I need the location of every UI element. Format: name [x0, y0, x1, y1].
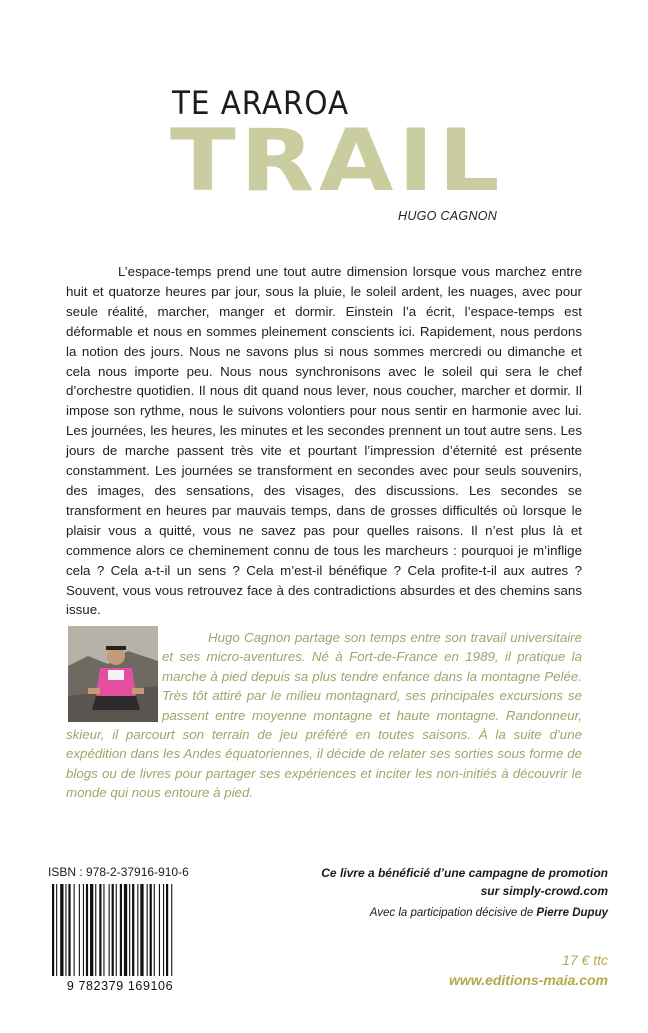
barcode-bar [163, 884, 164, 976]
barcode-bar [137, 884, 138, 976]
title-trail: TRAIL [170, 111, 505, 211]
barcode-bar [60, 884, 63, 976]
author-bio-content: Hugo Cagnon partage son temps entre son travail universitaire et ses micro-aventures. Né à Fort-de-France en 1989, il pratique la marche à pied depuis sa plus tendre enfance dans la montagne Pelée. Très tôt attiré par le milieu montagnard, ses principales excursions se passent entre moyenne montagne et haute montagne. Randonneur, skieur, il parcourt son terrain de jeu préféré en toutes saisons. À la suite d’une expédition dans les Andes équatoriennes, il décide de relater ses sorties sous forme de blogs ou de livres pour partager ses expériences et inciter les non-initiés à découvrir le monde qui nous entoure à pied. [66, 630, 582, 801]
barcode-number: 9 782379 169106 [66, 979, 174, 993]
barcode-bar [150, 884, 152, 976]
promo-text [321, 864, 608, 900]
barcode-bar [120, 884, 122, 976]
barcode-bar [112, 884, 114, 976]
barcode-bar [124, 884, 127, 976]
barcode-bar [166, 884, 168, 976]
title-te-araroa: TE ARAROA [172, 84, 350, 122]
barcode-icon [48, 884, 192, 994]
barcode-bar [103, 884, 104, 976]
barcode-bar [79, 884, 80, 976]
barcode-bar [90, 884, 93, 976]
barcode-bar [65, 884, 66, 976]
publisher-website: www.editions-maia.com [449, 972, 608, 988]
back-cover-text [66, 262, 582, 620]
barcode-bar [52, 884, 54, 976]
author-bio [66, 628, 582, 803]
barcode-bar [109, 884, 110, 976]
back-cover-text-content: L’espace-temps prend une tout autre dimension lorsque vous marchez entre huit et quatorze heures par jour, sous la pluie, le soleil ardent, les nuages, avec pour seule réalité, marcher, manger et dormir. Einstein l’a écrit, l’espace-temps est déformable et nous en sommes pleinement conscients ici. Rapidement, nous perdons la notion des jours. Nous ne savons plus si nous sommes mercredi ou dimanche et cela nous importe peu. Nous nous synchronisons avec le soleil qui sera le chef d’orchestre quotidien. Il nous dit quand nous lever, nous coucher, marcher et dormir. Il impose son rythme, nous le suivons volontiers pour nous sentir en harmonie avec lui. Les journées, les heures, les minutes et les secondes prennent un tout autre sens. Les jours de marche passent très vite et pourtant l’impression d’éternité est présente constamment. Les journées se transforment en secondes avec pour seuls souvenirs, des images, des sensations, des visages, des discussions. Les secondes se transforment en heures par mauvais temps, dans de grosses difficultés où lorsque le plaisir vous a quitté, vous ne savez pas pour quelles raisons. Il n’est plus là et commence alors ce cheminement connu de tous les marcheurs : pourquoi je m’inflige cela ? Cela a-t-il un sens ? Cela m’est-il bénéfique ? Cela profite-t-il aux autres ? Souvent, vous vous retrouvez face à des contradictions absurdes et des chemins sans issue. [66, 264, 582, 618]
barcode-bar [154, 884, 155, 976]
barcode-bar [147, 884, 148, 976]
barcode-bar [74, 884, 75, 976]
barcode-bar [56, 884, 57, 976]
barcode-bar [99, 884, 101, 976]
barcode-bar [68, 884, 70, 976]
barcode-bar [116, 884, 117, 976]
price: 17 € ttc [562, 952, 608, 968]
promo-line-1: Ce livre a bénéficié d’une campagne de promotion [321, 866, 608, 880]
barcode-bar [129, 884, 130, 976]
participation-text [370, 907, 608, 919]
barcode-bar [83, 884, 84, 976]
barcode-bar [132, 884, 134, 976]
author-name: HUGO CAGNON [398, 209, 498, 223]
barcode-bar [140, 884, 143, 976]
barcode-bar [171, 884, 172, 976]
participation-prefix: Avec la participation décisive de [369, 907, 534, 919]
barcode-bar [95, 884, 96, 976]
promo-line-2: sur simply-crowd.com [480, 884, 608, 898]
isbn: ISBN : 978-2-37916-910-6 [48, 865, 189, 879]
barcode-bar [159, 884, 160, 976]
barcode-bar [86, 884, 88, 976]
participation-name: Pierre Dupuy [536, 907, 608, 919]
